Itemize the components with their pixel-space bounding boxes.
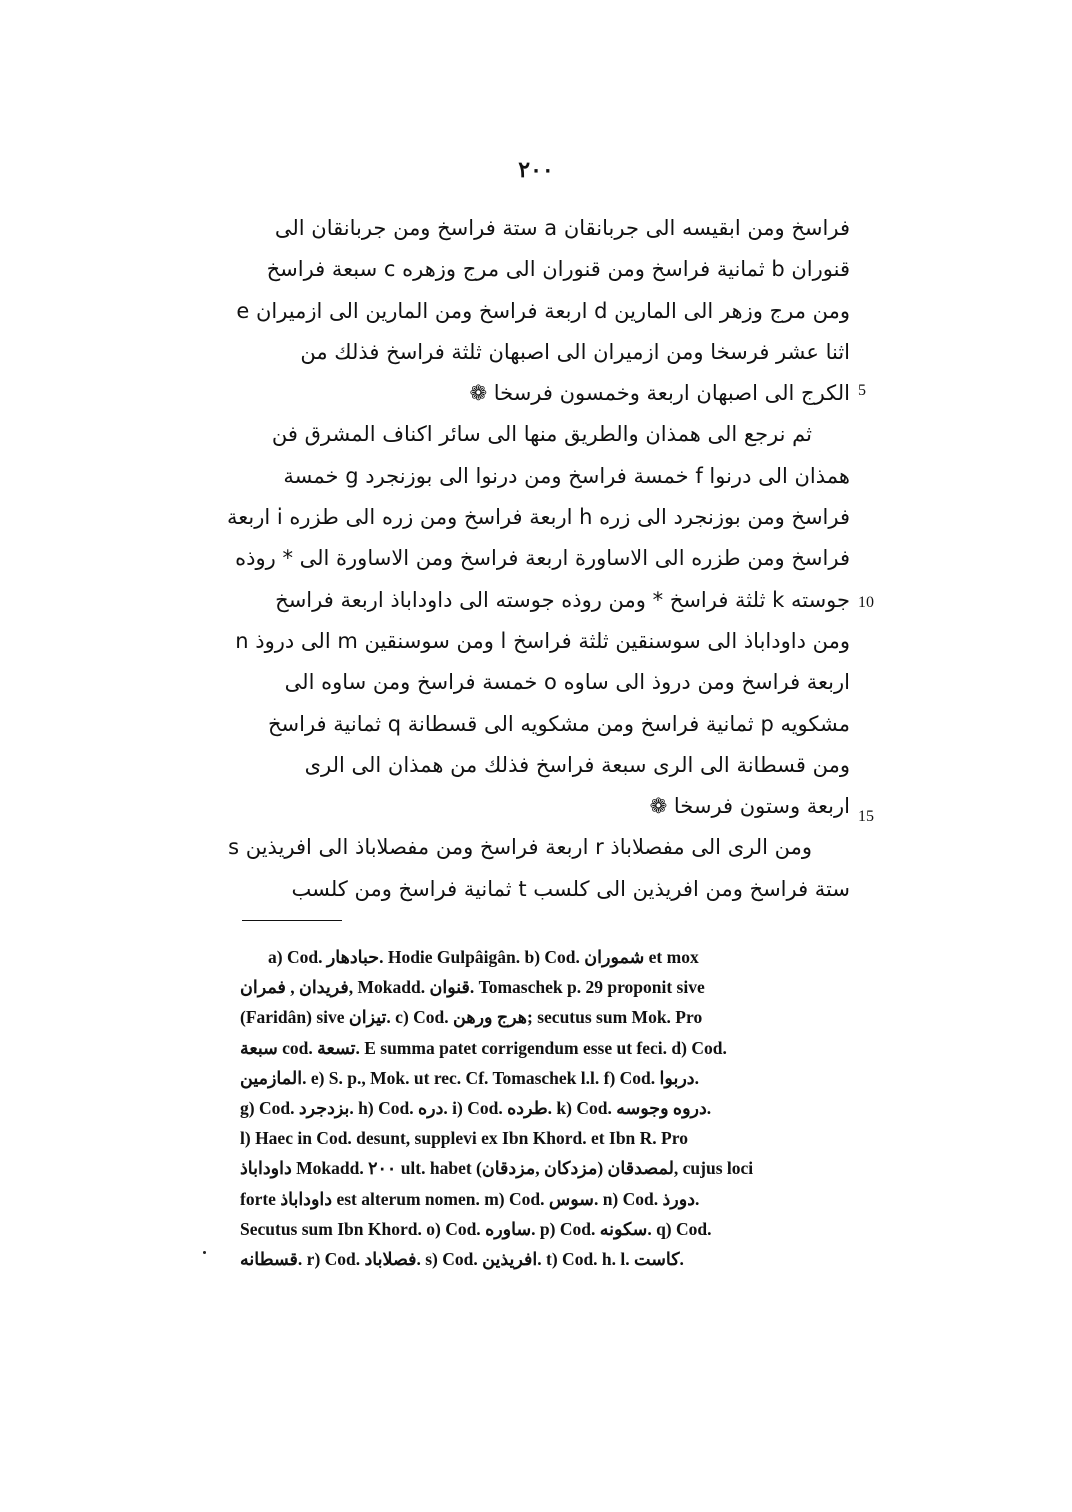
footnote-line: g) Cod. بزدجرد. h) Cod. دره. i) Cod. طرده. k) Cod. دروه وجوسه. — [240, 1097, 712, 1118]
text-line: اربعة فراسخ ومن دروذ الى ساوه o خمسة فراسخ ومن ساوه الى — [284, 670, 850, 695]
footnote-line: a) Cod. حبادهار. Hodie Gulpâigân. b) Cod. شموران et mox — [268, 947, 699, 967]
footnote-line: سبعة cod. تسعة. E summa patet corrigendum esse ut feci. d) Cod. — [240, 1037, 727, 1058]
text-line: فراسخ ومن بوزنجرد الى زره h اربعة فراسخ ومن زره الى طزره i اربعة — [227, 505, 850, 530]
footnote-line: قسطانه. r) Cod. فصلاباد. s) Cod. افريذين. t) Cod. h. l. كاست. — [240, 1248, 684, 1269]
line-number: 15 — [858, 808, 874, 825]
footnote-separator — [242, 920, 342, 921]
footnote-line: l) Haec in Cod. desunt, supplevi ex Ibn Khord. et Ibn R. Pro — [240, 1128, 688, 1149]
text-line: اربعة وستون فرسخا ❁ — [649, 794, 850, 819]
line-number: 10 — [858, 594, 874, 611]
text-line: جوسته k ثلثة فراسخ * ومن روذه جوسته الى داوداباذ اربعة فراسخ — [275, 587, 850, 612]
text-line: ومن قسطانة الى الرى سبعة فراسخ فذلك من همذان الى الرى — [304, 752, 850, 777]
text-line: فراسخ ومن طزره الى الاساورة اربعة فراسخ ومن الاساورة الى * روذه — [235, 546, 850, 571]
page-number: ٢٠٠ — [518, 157, 554, 183]
text-line: همذان الى درنوا f خمسة فراسخ ومن درنوا الى بوزنجرد g خمسة — [283, 463, 850, 488]
stray-mark — [203, 1251, 206, 1254]
paragraph-2 — [227, 414, 850, 827]
footnotes — [240, 942, 850, 1274]
text-line: فراسخ ومن ابقيسه الى جربانقان a ستة فراسخ ومن جربانقان الى — [274, 216, 850, 240]
footnote-line: forte داوداباذ est alterum nomen. m) Cod. سوس. n) Cod. دورذ. — [240, 1188, 700, 1209]
text-line: ثم نرجع الى همذان والطريق منها الى سائر اكناف المشرق فن — [271, 422, 812, 447]
text-line: ومن الرى الى مفصلاباذ r اربعة فراسخ ومن مفصلاباذ الى افريذين s — [228, 835, 812, 860]
text-line: ومن مرج وزهر الى المارين d اربعة فراسخ ومن المارين الى ازميران e — [236, 298, 850, 323]
text-line: الكرج الى اصبهان اربعة وخمسون فرسخا ❁ — [469, 381, 850, 406]
text-line: مشكويه p ثمانية فراسخ ومن مشكويه الى قسطانة q ثمانية فراسخ — [267, 711, 850, 736]
footnote-line: فريدان , فمران, Mokadd. قنوان. Tomaschek p. 29 proponit sive — [240, 977, 705, 998]
text-line: ستة فراسخ ومن افريذين الى كلسب t ثمانية فراسخ ومن كلسب — [291, 876, 850, 901]
text-line: قنوران b ثمانية فراسخ ومن قنوران الى مرج وزهره c سبعة فراسخ — [266, 257, 850, 282]
text-line: ومن داوداباذ الى سوسنقين ثلثة فراسخ l ومن سوسنقين m الى دروذ n — [235, 628, 850, 653]
line-number: 5 — [858, 382, 866, 399]
footnote-line: المازمين. e) S. p., Mok. ut rec. Cf. Tomaschek l.l. f) Cod. دربوا. — [240, 1067, 699, 1088]
main-text — [227, 208, 850, 910]
footnote-line: (Faridân) sive تيزان. c) Cod. هرج ورهن; secutus sum Mok. Pro — [240, 1007, 703, 1028]
paragraph-1 — [236, 208, 850, 414]
footnote-line: Secutus sum Ibn Khord. o) Cod. ساوره. p) Cod. سكونه. q) Cod. — [240, 1218, 712, 1239]
text-line: اثنا عشر فرسخا ومن ازميران الى اصبهان ثلثة فراسخ فذلك من — [300, 339, 850, 364]
footnote-line: داوداباذ Mokadd. ٢٠٠ ult. habet لمصدقان (مزدكان ,مزدقان), cujus loci — [240, 1158, 754, 1179]
paragraph-3 — [228, 827, 850, 910]
